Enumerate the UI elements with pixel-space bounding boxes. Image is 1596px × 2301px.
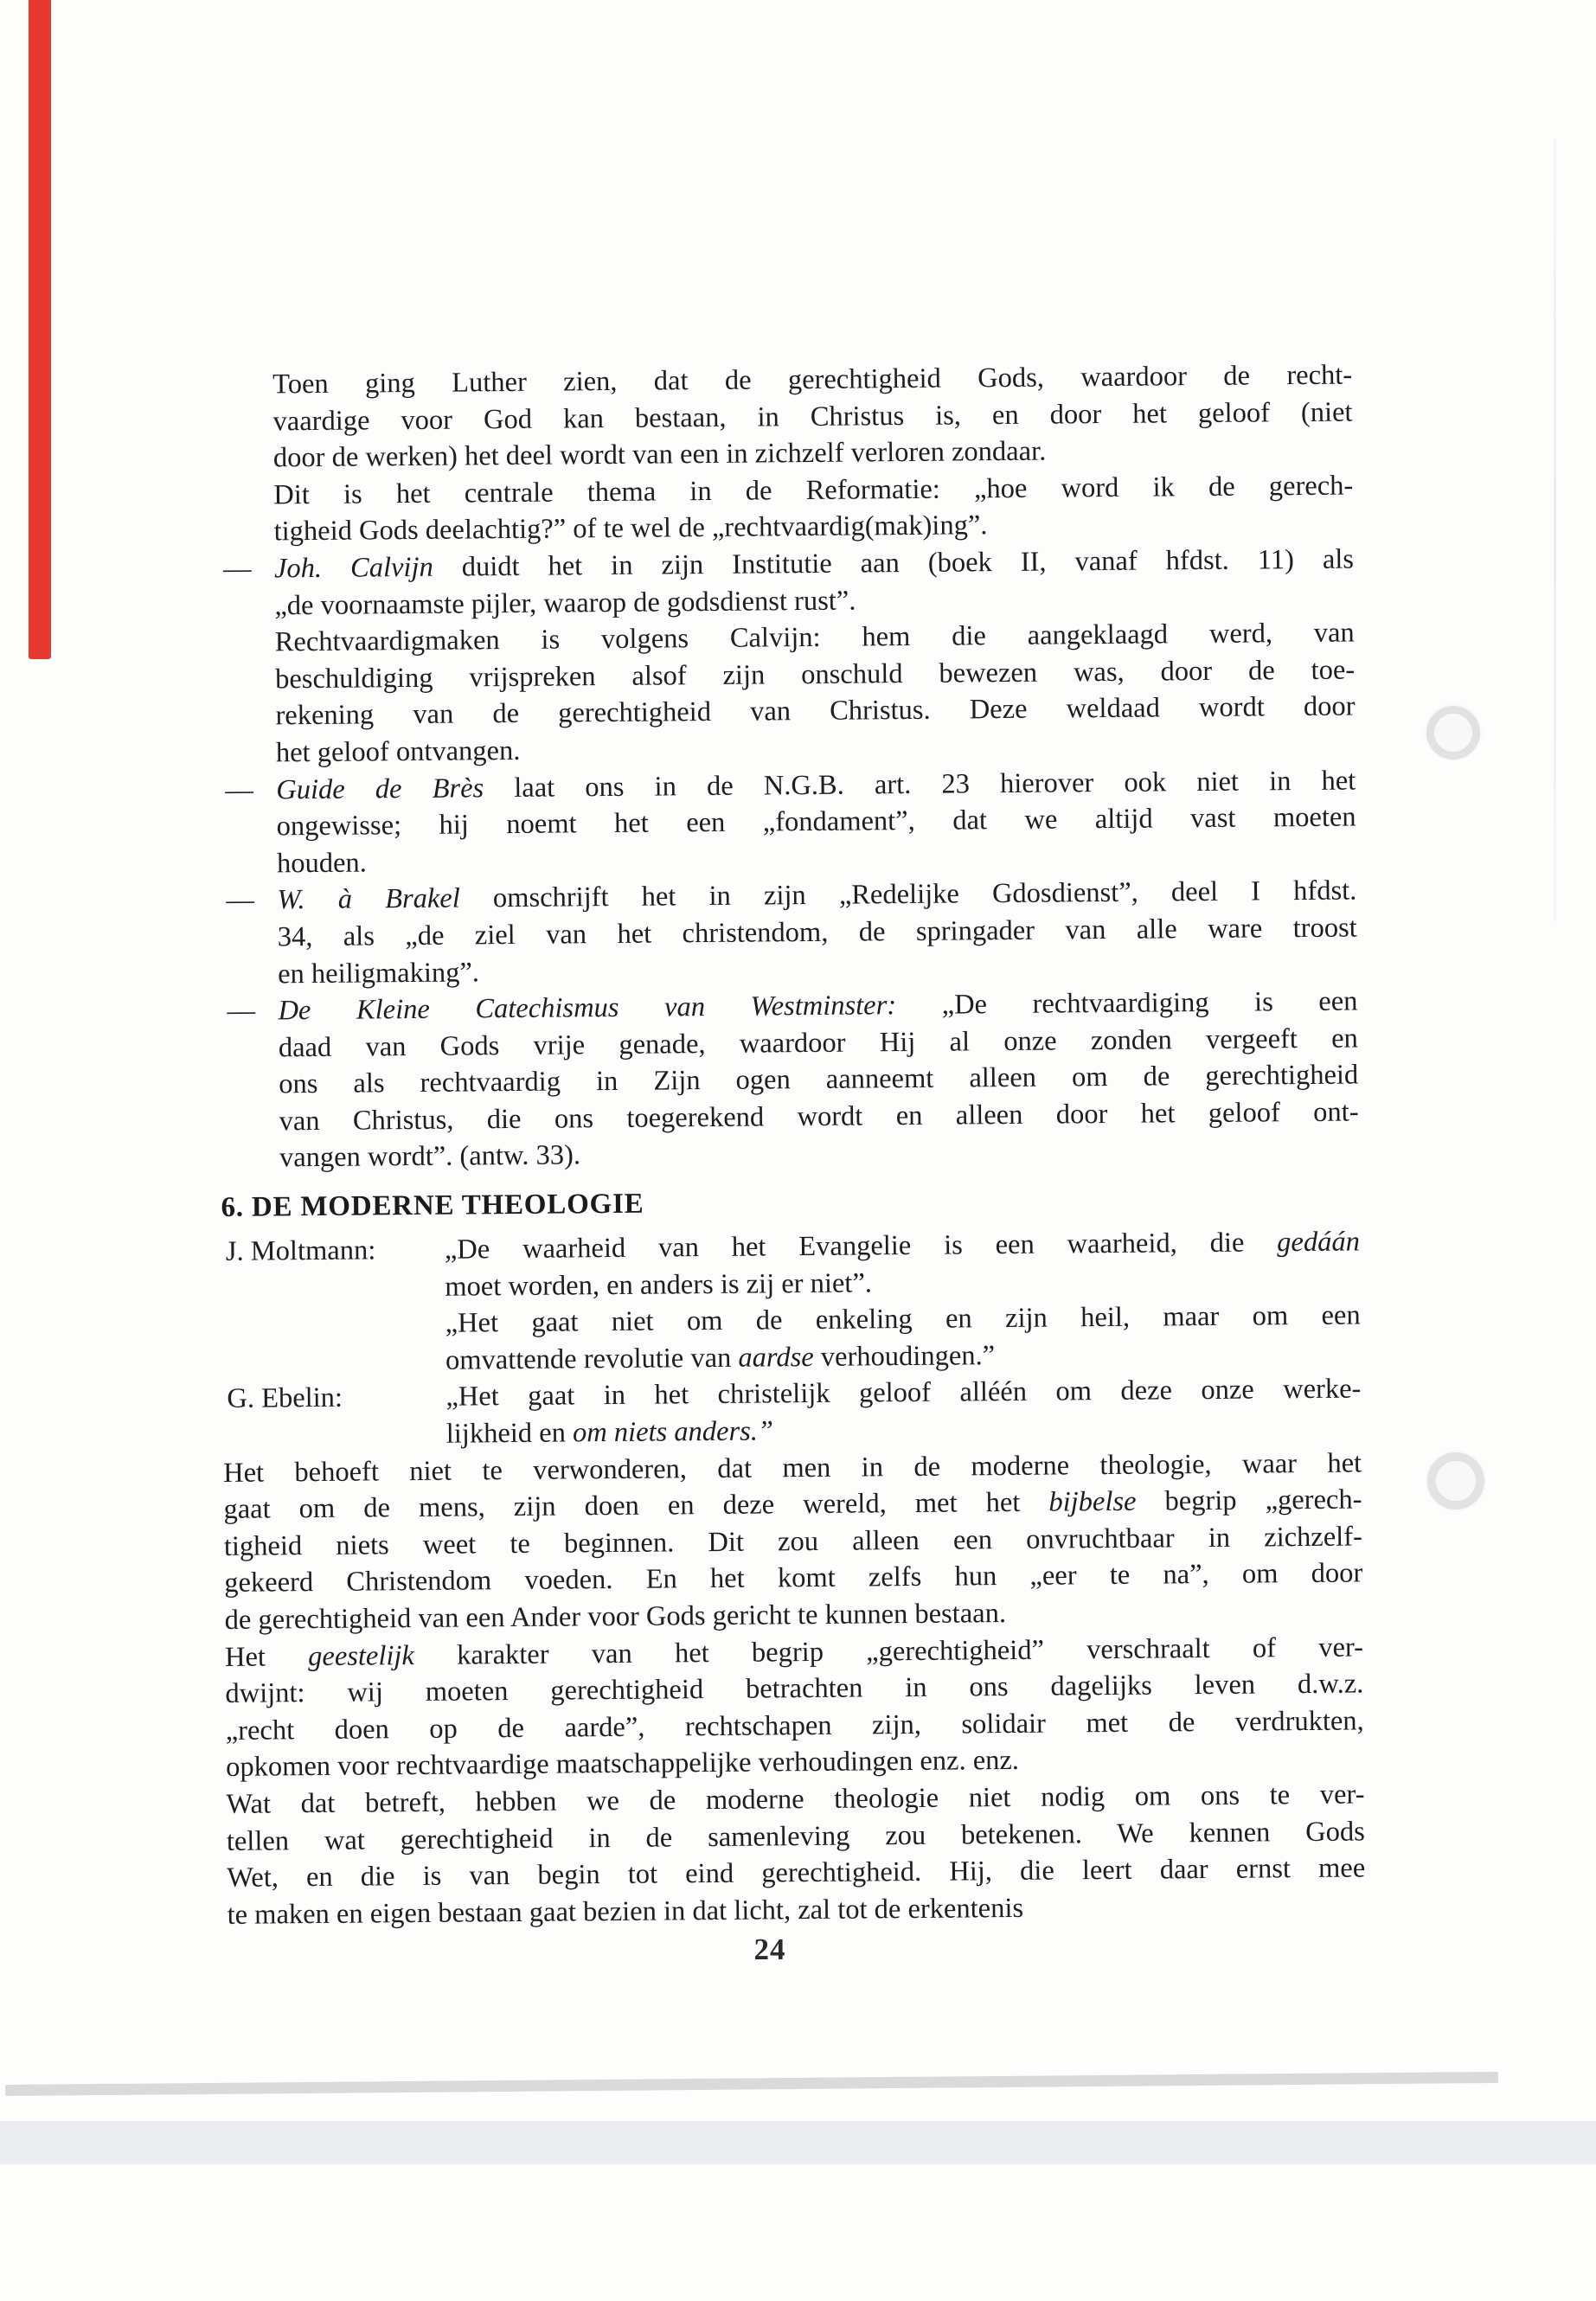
list-dash: — xyxy=(226,884,255,917)
body-text: Wat dat betreft, hebben we de moderne theologie niet nodig om ons te ver- xyxy=(226,1779,1365,1820)
body-text: Wet, en die is van begin tot eind gerechtigheid. Hij, die leert daar ernst mee xyxy=(227,1852,1366,1894)
list-dash: — xyxy=(222,553,252,585)
body-text: dwijnt: wij moeten gerechtigheid betrachten in ons dagelijks leven d.w.z. xyxy=(225,1668,1364,1710)
body-text: door de werken) het deel wordt van een in zichzelf verloren zondaar. xyxy=(272,435,1047,474)
list-dash: — xyxy=(227,995,256,1027)
body-text: „Het gaat in het christelijk geloof alléén om deze onze werke- xyxy=(445,1373,1362,1413)
italic-text: aardse xyxy=(738,1341,814,1374)
body-text: duidt het in zijn Institutie aan (boek II, vanaf hfdst. 11) als xyxy=(433,543,1355,583)
italic-text: geestelijk xyxy=(308,1639,415,1672)
speaker-label: J. Moltmann: xyxy=(225,1234,376,1267)
body-text: de gerechtigheid van een Ander voor Gods gericht te kunnen bestaan. xyxy=(224,1598,1007,1636)
body-text: tellen wat gerechtigheid in de samenleving zou betekenen. We kennen Gods xyxy=(226,1816,1365,1857)
body-text: moet worden, en anders is zij er niet”. xyxy=(445,1267,873,1303)
body-text: houden. xyxy=(276,847,367,880)
body-text: verhoudingen.” xyxy=(813,1340,996,1373)
body-text: het geloof ontvangen. xyxy=(275,734,521,769)
body-text: te maken en eigen bestaan gaat bezien in dat licht, zal tot de erkentenis xyxy=(227,1892,1024,1931)
body-text: omvattende revolutie van xyxy=(445,1342,739,1376)
body-text: begrip „gerech- xyxy=(1136,1484,1362,1517)
body-text: gekeerd Christendom voeden. En het komt zelfs hun „eer te na”, om door xyxy=(224,1557,1363,1599)
body-text: omschrijft het in zijn „Redelijke Gdosdienst”, deel I hfdst. xyxy=(459,875,1357,914)
body-text: rekening van de gerechtigheid van Christus. Deze weldaad wordt door xyxy=(275,690,1356,732)
italic-text: Guide de Brès xyxy=(276,772,484,805)
section-moderne-theologie xyxy=(221,1224,1366,1934)
page-number: 24 xyxy=(753,1932,786,1966)
body-text: daad van Gods vrije genade, waardoor Hij al onze zonden vergeeft en xyxy=(278,1022,1358,1064)
body-text: Rechtvaardigmaken is volgens Calvijn: hem die aangeklaagd werd, van xyxy=(274,617,1355,658)
body-text: ongewisse; hij noemt het een „fondament”, dat we altijd vast moeten xyxy=(276,801,1356,843)
italic-text: De Kleine Catechismus van Westminster: xyxy=(278,990,897,1027)
body-text: Het behoeft niet te verwonderen, dat men in de moderne theologie, waar het xyxy=(223,1447,1362,1489)
body-text: „Het gaat niet om de enkeling en zijn heil, maar om een xyxy=(445,1299,1361,1339)
body-text: lijkheid en xyxy=(445,1417,574,1450)
body-text: ons als rechtvaardig in Zijn ogen aanneemt alleen om de gerechtigheid xyxy=(279,1059,1359,1100)
italic-text: W. à Brakel xyxy=(277,882,460,916)
body-text: vaardige voor God kan bestaan, in Christus is, en door het geloof (niet xyxy=(272,396,1353,437)
body-text: laat ons in de N.G.B. art. 23 hierover ook niet in het xyxy=(484,765,1356,804)
body-text: opkomen voor rechtvaardige maatschappelijke verhoudingen enz. enz. xyxy=(225,1745,1020,1784)
scan-red-stripe-artifact xyxy=(29,0,51,659)
list-dash: — xyxy=(225,774,253,806)
binder-hole-artifact xyxy=(1427,1452,1484,1509)
body-text: tigheid Gods deelachtig?” of te wel de „rechtvaardig(mak)ing”. xyxy=(273,510,988,548)
page-content xyxy=(214,357,1366,1934)
body-text: „De waarheid van het Evangelie is een waarheid, die xyxy=(444,1227,1278,1266)
body-text: beschuldiging vrijspreken alsof zijn onschuld bewezen was, door de toe- xyxy=(274,654,1356,695)
binder-hole-artifact xyxy=(1426,706,1480,760)
scan-edge-line-artifact xyxy=(1554,138,1556,921)
body-text: van Christus, die ons toegerekend wordt en alleen door het geloof ont- xyxy=(279,1096,1359,1138)
body-text: „de voornaamste pijler, waarop de godsdienst rust”. xyxy=(274,585,856,621)
body-text: „De rechtvaardiging is een xyxy=(895,985,1358,1022)
scan-bottom-strip-artifact xyxy=(5,2072,1498,2096)
italic-text: gedáán xyxy=(1277,1226,1361,1259)
speaker-label: G. Ebelin: xyxy=(227,1382,343,1415)
body-text: Toen ging Luther zien, dat de gerechtigheid Gods, waardoor de recht- xyxy=(272,359,1353,401)
italic-text: bijbelse xyxy=(1048,1485,1137,1518)
body-text: tigheid niets weet te beginnen. Dit zou alleen een onvruchtbaar in zichzelf- xyxy=(223,1521,1363,1562)
body-text: Het xyxy=(224,1640,309,1673)
body-text: Dit is het centrale thema in de Reformatie: „hoe word ik de gerech- xyxy=(273,470,1354,511)
scan-bottom-band-artifact xyxy=(0,2121,1596,2164)
body-text: 34, als „de ziel van het christendom, de springader van alle ware troost xyxy=(277,912,1357,953)
section-reformatie-list xyxy=(214,357,1359,1178)
italic-text: om niets anders.” xyxy=(572,1415,774,1449)
body-text: vangen wordt”. (antw. 33). xyxy=(279,1139,581,1174)
body-text: gaat om de mens, zijn doen en deze wereld, met het xyxy=(223,1486,1049,1526)
body-text: „recht doen op de aarde”, rechtschapen zijn, solidair met de verdrukten, xyxy=(225,1705,1364,1747)
body-text: en heiligmaking”. xyxy=(277,956,480,990)
body-text: karakter van het begrip „gerechtigheid” verschraalt of ver- xyxy=(413,1631,1364,1671)
italic-text: Joh. Calvijn xyxy=(273,551,433,585)
section-heading: 6. DE MODERNE THEOLOGIE xyxy=(221,1188,644,1224)
